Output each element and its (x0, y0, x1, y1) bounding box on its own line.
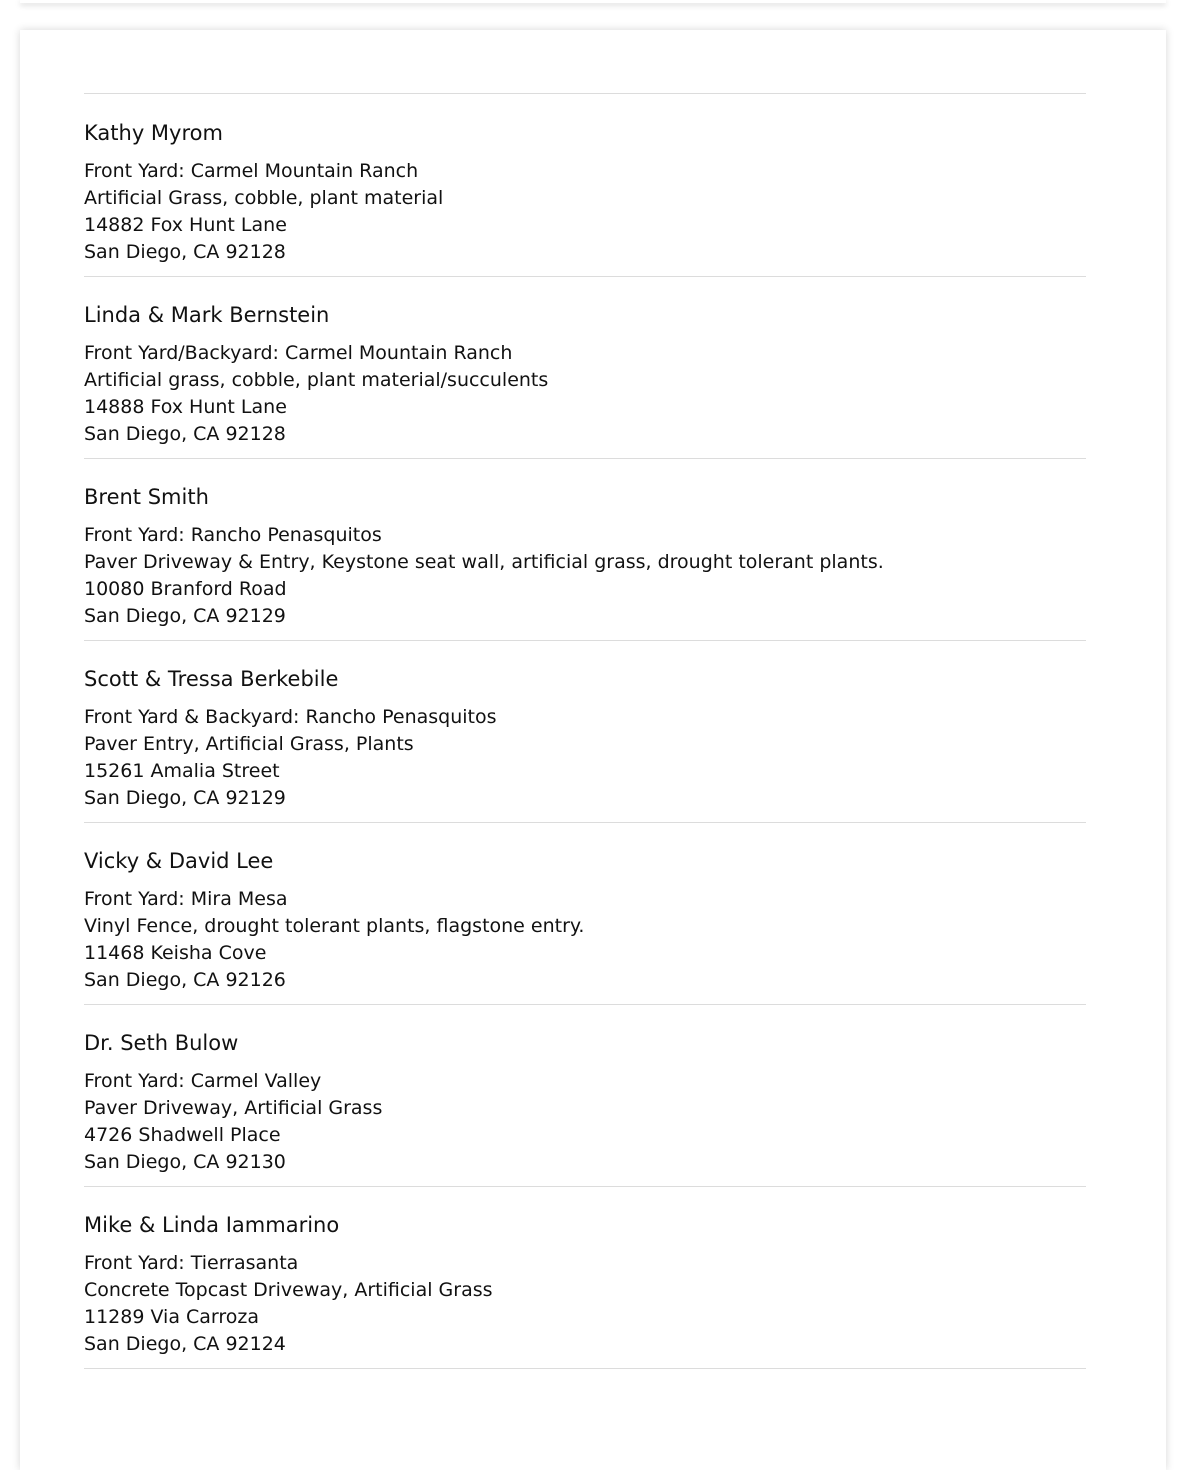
project-work: Vinyl Fence, drought tolerant plants, flagstone entry. (84, 915, 585, 937)
street-address: 14888 Fox Hunt Lane (84, 396, 287, 418)
client-name: Scott & Tressa Berkebile (84, 667, 339, 691)
city-state-zip: San Diego, CA 92130 (84, 1151, 286, 1173)
city-state-zip: San Diego, CA 92128 (84, 423, 286, 445)
client-name: Dr. Seth Bulow (84, 1031, 239, 1055)
project-work: Concrete Topcast Driveway, Artificial Grass (84, 1279, 493, 1301)
project-work: Artificial grass, cobble, plant material/succulents (84, 369, 549, 391)
city-state-zip: San Diego, CA 92126 (84, 969, 286, 991)
list-item (84, 641, 1086, 823)
project-area: Front Yard: Mira Mesa (84, 888, 288, 910)
client-name: Linda & Mark Bernstein (84, 303, 330, 327)
project-area: Front Yard: Carmel Mountain Ranch (84, 160, 419, 182)
street-address: 10080 Branford Road (84, 578, 287, 600)
list-item (84, 94, 1086, 277)
project-area: Front Yard: Tierrasanta (84, 1252, 299, 1274)
project-area: Front Yard: Carmel Valley (84, 1070, 322, 1092)
client-name: Kathy Myrom (84, 121, 223, 145)
project-work: Artificial Grass, cobble, plant material (84, 187, 444, 209)
street-address: 4726 Shadwell Place (84, 1124, 281, 1146)
street-address: 11289 Via Carroza (84, 1306, 260, 1328)
project-area: Front Yard/Backyard: Carmel Mountain Ranch (84, 342, 513, 364)
previous-card-edge (20, 0, 1166, 3)
client-name: Mike & Linda Iammarino (84, 1213, 340, 1237)
street-address: 11468 Keisha Cove (84, 942, 267, 964)
list-item (84, 277, 1086, 459)
project-work: Paver Driveway & Entry, Keystone seat wall, artificial grass, drought tolerant plants. (84, 551, 884, 573)
list-item (84, 1005, 1086, 1187)
references-card (20, 30, 1166, 1470)
street-address: 15261 Amalia Street (84, 760, 280, 782)
city-state-zip: San Diego, CA 92129 (84, 605, 286, 627)
project-work: Paver Driveway, Artificial Grass (84, 1097, 383, 1119)
list-item (84, 459, 1086, 641)
project-work: Paver Entry, Artificial Grass, Plants (84, 733, 414, 755)
client-name: Vicky & David Lee (84, 849, 274, 873)
list-item (84, 1187, 1086, 1369)
city-state-zip: San Diego, CA 92128 (84, 241, 286, 263)
client-name: Brent Smith (84, 485, 209, 509)
city-state-zip: San Diego, CA 92129 (84, 787, 286, 809)
reference-list (84, 93, 1086, 1369)
city-state-zip: San Diego, CA 92124 (84, 1333, 286, 1355)
list-item (84, 823, 1086, 1005)
project-area: Front Yard & Backyard: Rancho Penasquitos (84, 706, 497, 728)
street-address: 14882 Fox Hunt Lane (84, 214, 287, 236)
project-area: Front Yard: Rancho Penasquitos (84, 524, 382, 546)
